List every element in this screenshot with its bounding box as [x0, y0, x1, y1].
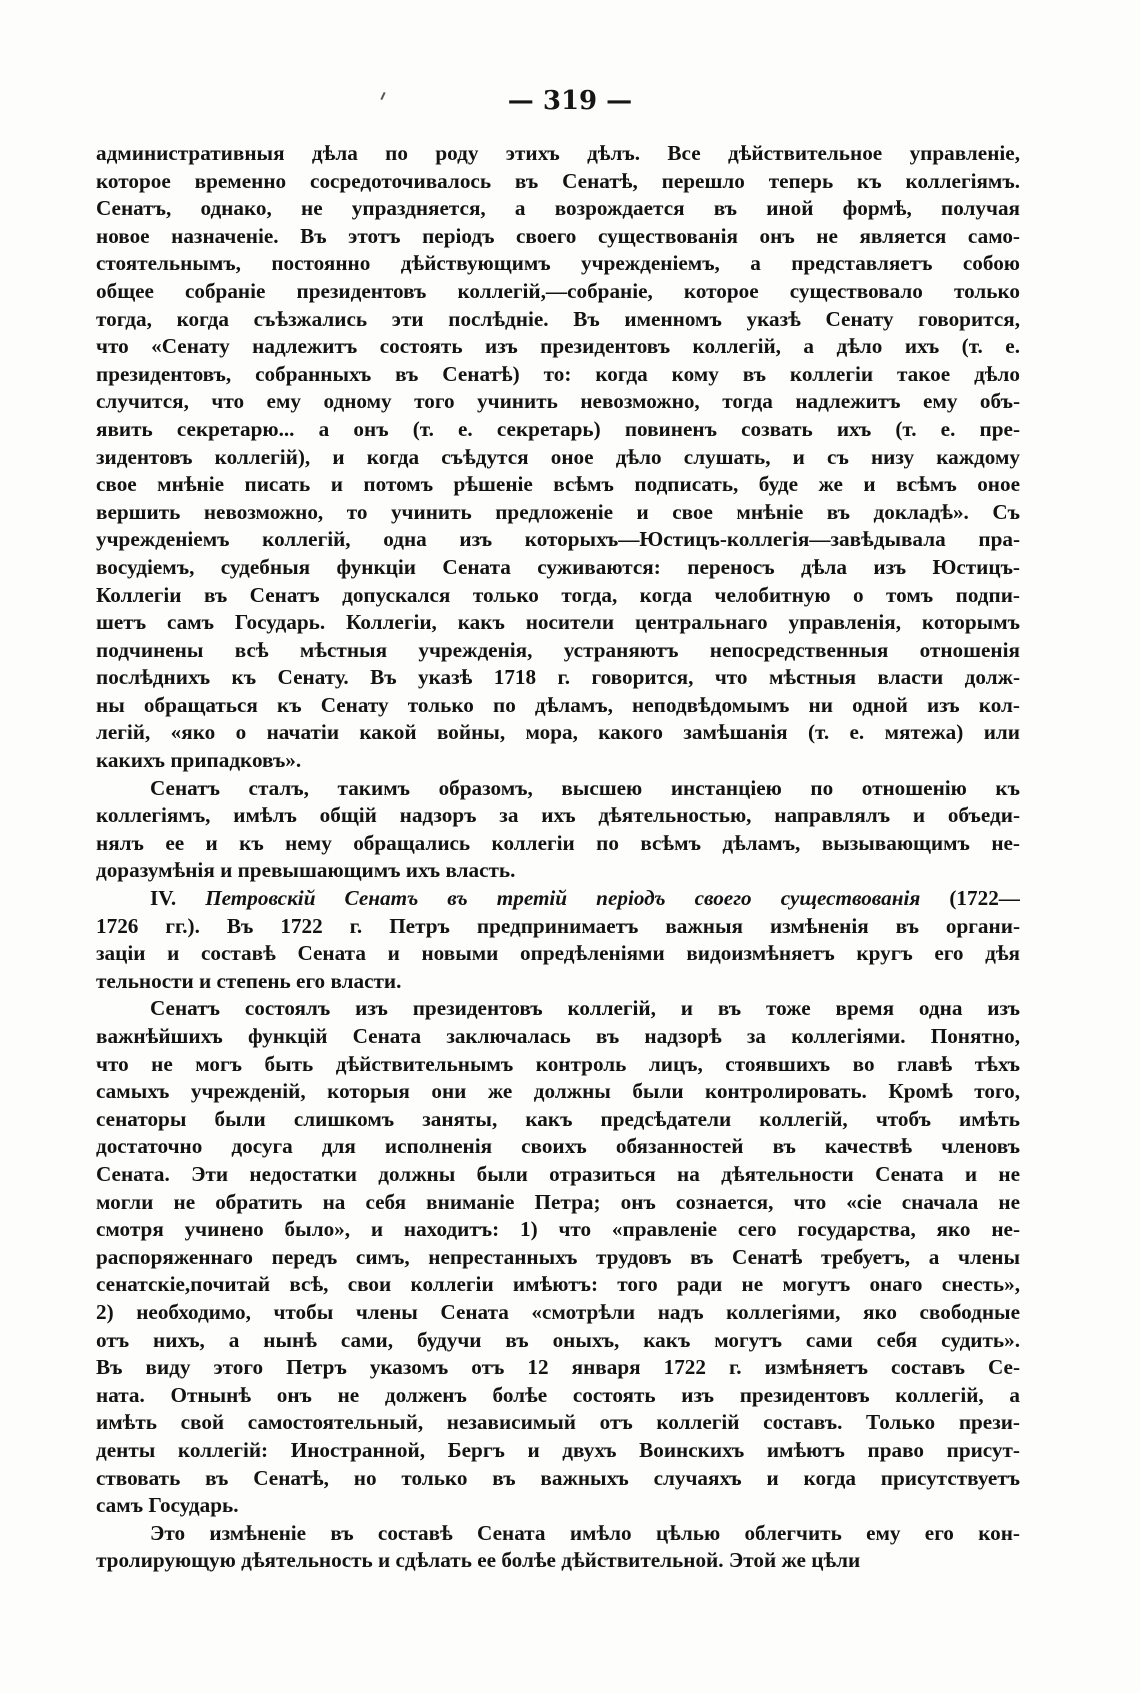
paragraph: [96, 775, 1020, 885]
text-line: самъ Государь.: [96, 1493, 239, 1518]
text-line: Въ виду этого Петръ указомъ отъ 12 января 1722 г. измѣняетъ составъ Се-: [96, 1355, 1020, 1380]
text-line: Сенатъ, однако, не упраздняется, а возрождается въ иной формѣ, получая: [96, 196, 1020, 221]
text-line: шетъ самъ Государь. Коллегіи, какъ носители центральнаго управленія, которымъ: [96, 610, 1020, 635]
paragraph: [96, 1520, 1020, 1575]
text-line: административныя дѣла по роду этихъ дѣлъ. Все дѣйствительное управленіе,: [96, 141, 1020, 165]
paragraph: [96, 140, 1020, 775]
text-line: явить секретарю... а онъ (т. е. секретарь) повиненъ созвать ихъ (т. е. пре-: [96, 416, 1020, 441]
text-line: распоряженнаго передъ симъ, непрестанныхъ трудовъ въ Сенатѣ требуетъ, а члены: [96, 1244, 1020, 1269]
text-line: коллегіямъ, имѣлъ общій надзоръ за ихъ дѣятельностью, направлялъ и объеди-: [96, 803, 1020, 828]
body-text: [96, 140, 1020, 1575]
text-line: Сената. Эти недостатки должны были отразиться на дѣятельности Сената и не: [96, 1161, 1020, 1186]
text-line: какихъ припадковъ».: [96, 748, 302, 773]
text-line: тролирующую дѣятельность и сдѣлать ее болѣе дѣйствительной. Этой же цѣли: [96, 1548, 861, 1573]
text-line: Сенатъ состоялъ изъ президентовъ коллегій, и въ тоже время одна изъ: [150, 996, 1020, 1021]
text-line: легій, «яко о начатіи какой войны, мора, какого замѣшанія (т. е. мятежа) или: [96, 720, 1020, 745]
text-line: свое мнѣніе писать и потомъ рѣшеніе всѣмъ подписать, буде же и всѣмъ оное: [96, 472, 1020, 497]
text-line: 1726 гг.). Въ 1722 г. Петръ предпринимаетъ важныя измѣненія въ органи-: [96, 913, 1020, 938]
section-heading-line: [96, 885, 1020, 913]
text-line: достаточно досуга для исполненія своихъ обязанностей въ качествѣ членовъ: [96, 1134, 1020, 1159]
text-line: послѣднихъ къ Сенату. Въ указѣ 1718 г. говорится, что мѣстныя власти долж-: [96, 665, 1020, 690]
text-line: отъ нихъ, а нынѣ сами, будучи въ оныхъ, какъ могутъ сами себя судить».: [96, 1327, 1020, 1352]
text-line: смотря учинено было», и находитъ: 1) что «правленіе сего государства, яко не-: [96, 1217, 1020, 1242]
text-line: что не могъ быть дѣйствительнымъ контроль лицъ, стоявшихъ во главѣ тѣхъ: [96, 1051, 1020, 1076]
text-line: сенатскіе,почитай всѣ, свои коллегіи имѣютъ: того ради не могутъ онаго снесть»,: [96, 1272, 1020, 1297]
text-line: Это измѣненіе въ составѣ Сената имѣло цѣлью облегчить ему его кон-: [150, 1520, 1020, 1545]
text-line: Коллегіи въ Сенатъ допускался только тогда, когда челобитную о томъ подпи-: [96, 582, 1020, 607]
text-line: 2) необходимо, чтобы члены Сената «смотрѣли надъ коллегіями, яко свободные: [96, 1299, 1020, 1324]
text-line: общее собраніе президентовъ коллегій,—собраніе, которое существовало только: [96, 278, 1020, 303]
text-line: ствовать въ Сенатѣ, но только въ важныхъ случаяхъ и когда присутствуетъ: [96, 1465, 1020, 1490]
text-line: самыхъ учрежденій, которыя они же должны были контролировать. Кромѣ того,: [96, 1079, 1020, 1104]
text-line: что «Сенату надлежитъ состоять изъ президентовъ коллегій, а дѣло ихъ (т. е.: [96, 334, 1020, 359]
text-line: могли не обратить на себя вниманіе Петра; онъ сознается, что «сіе сначала не: [96, 1189, 1020, 1214]
page-number: — 319 —: [507, 86, 633, 116]
text-line: зидентовъ коллегій), и когда съѣдутся оное дѣло слушать, и съ низу каждому: [96, 444, 1020, 469]
text-line: ны обращаться къ Сенату только по дѣламъ, неподвѣдомымъ ни одной изъ кол-: [96, 692, 1020, 717]
text-line: вершить невозможно, то учинить предложеніе и свое мнѣніе въ докладѣ». Съ: [96, 499, 1020, 524]
text-line: восудіемъ, судебныя функціи Сената суживаются: переносъ дѣла изъ Юстицъ-: [96, 554, 1020, 579]
text-line: подчинены всѣ мѣстныя учрежденія, устраняютъ непосредственныя отношенія: [96, 637, 1020, 662]
text-line: имѣть свой самостоятельный, независимый отъ коллегій составъ. Только прези-: [96, 1410, 1020, 1435]
text-line: учрежденіемъ коллегій, одна изъ которыхъ—Юстицъ-коллегія—завѣдывала пра-: [96, 527, 1020, 552]
text-line: новое назначеніе. Въ этотъ періодъ своего существованія онъ не является само-: [96, 223, 1020, 248]
text-line: президентовъ, собранныхъ въ Сенатѣ) то: когда кому въ коллегіи такое дѣло: [96, 361, 1020, 386]
text-line: денты коллегій: Иностранной, Бергъ и двухъ Воинскихъ имѣютъ право присут-: [96, 1437, 1020, 1462]
text-line: нялъ ее и къ нему обращались коллегіи по всѣмъ дѣламъ, вызывающимъ не-: [96, 830, 1020, 855]
text-line: ната. Отнынѣ онъ не долженъ болѣе состоять изъ президентовъ коллегій, а: [96, 1382, 1020, 1407]
text-line: доразумѣнія и превышающимъ ихъ власть.: [96, 858, 516, 883]
text-line: сенаторы были слишкомъ заняты, какъ предсѣдатели коллегій, чтобъ имѣть: [96, 1106, 1020, 1131]
text-line: тогда, когда съѣзжались эти послѣдніе. Въ именномъ указѣ Сенату говорится,: [96, 306, 1020, 331]
text-line: которое временно сосредоточивалось въ Сенатѣ, перешло теперь къ коллегіямъ.: [96, 168, 1020, 193]
section-date-start: (1722—: [949, 886, 1020, 911]
section-title: Петровскій Сенатъ въ третій періодъ своего существованія: [205, 886, 921, 911]
section-paragraph: [96, 885, 1020, 995]
section-number: IV.: [150, 886, 177, 911]
text-line: тельности и степень его власти.: [96, 968, 402, 993]
paragraph: [96, 995, 1020, 1519]
text-line: случится, что ему одному того учинить невозможно, тогда надлежитъ ему объ-: [96, 389, 1020, 414]
text-line: заціи и составѣ Сената и новыми опредѣленіями видоизмѣняетъ кругъ его дѣя: [96, 941, 1020, 966]
text-line: важнѣйшихъ функцій Сената заключалась въ надзорѣ за коллегіями. Понятно,: [96, 1024, 1020, 1048]
text-line: Сенатъ сталъ, такимъ образомъ, высшею инстанціею по отношенію къ: [150, 775, 1020, 800]
text-line: стоятельнымъ, постоянно дѣйствующимъ учрежденіемъ, а представляетъ собою: [96, 251, 1020, 276]
